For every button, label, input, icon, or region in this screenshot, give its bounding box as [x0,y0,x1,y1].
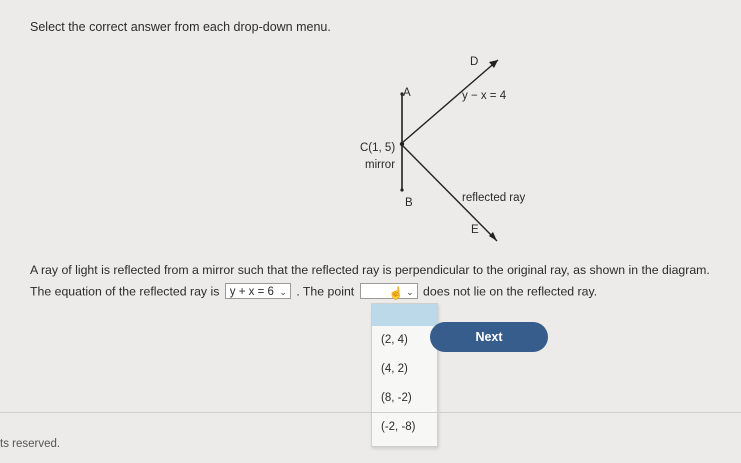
label-equation: y − x = 4 [462,90,507,102]
highlighted-empty-option[interactable] [372,304,437,326]
label-a: A [403,87,411,99]
question-paragraph-2 [30,284,597,300]
next-button[interactable]: Next [430,322,548,352]
point-c [400,142,404,146]
chevron-down-icon: ⌄ [406,287,414,297]
option-neg2-neg8[interactable]: (-2, -8) [381,421,416,433]
select-value: y + x = 6 [229,286,274,298]
option-4-2[interactable]: (4, 2) [381,363,408,375]
point-b [400,188,403,191]
instruction-text: Select the correct answer from each drop-down menu. [30,20,331,34]
question-text-before: The equation of the reflected ray is [30,284,220,299]
question-text-after: does not lie on the reflected ray. [423,284,598,299]
chevron-down-icon: ⌄ [279,287,287,297]
label-mirror: mirror [365,159,396,171]
footer-divider [0,412,741,413]
point-options-dropdown [371,303,438,447]
option-2-4[interactable]: (2, 4) [381,334,408,346]
question-text-middle: . The point [296,284,355,299]
reflected-ray-equation-select[interactable] [225,283,291,299]
label-reflected-ray: reflected ray [462,192,526,204]
label-c: C(1, 5) [360,142,396,154]
reflection-diagram [330,48,570,248]
label-d: D [470,56,479,68]
hand-cursor-icon: ☝ [388,286,404,300]
label-b: B [405,197,413,209]
option-8-neg2[interactable]: (8, -2) [381,392,412,404]
label-e: E [471,224,479,236]
footer-copyright: ts reserved. [0,438,61,450]
point-select[interactable] [360,283,418,299]
question-paragraph-1: A ray of light is reflected from a mirror such that the reflected ray is perpendicular to the original ray, as shown in the diagram. [30,263,710,277]
